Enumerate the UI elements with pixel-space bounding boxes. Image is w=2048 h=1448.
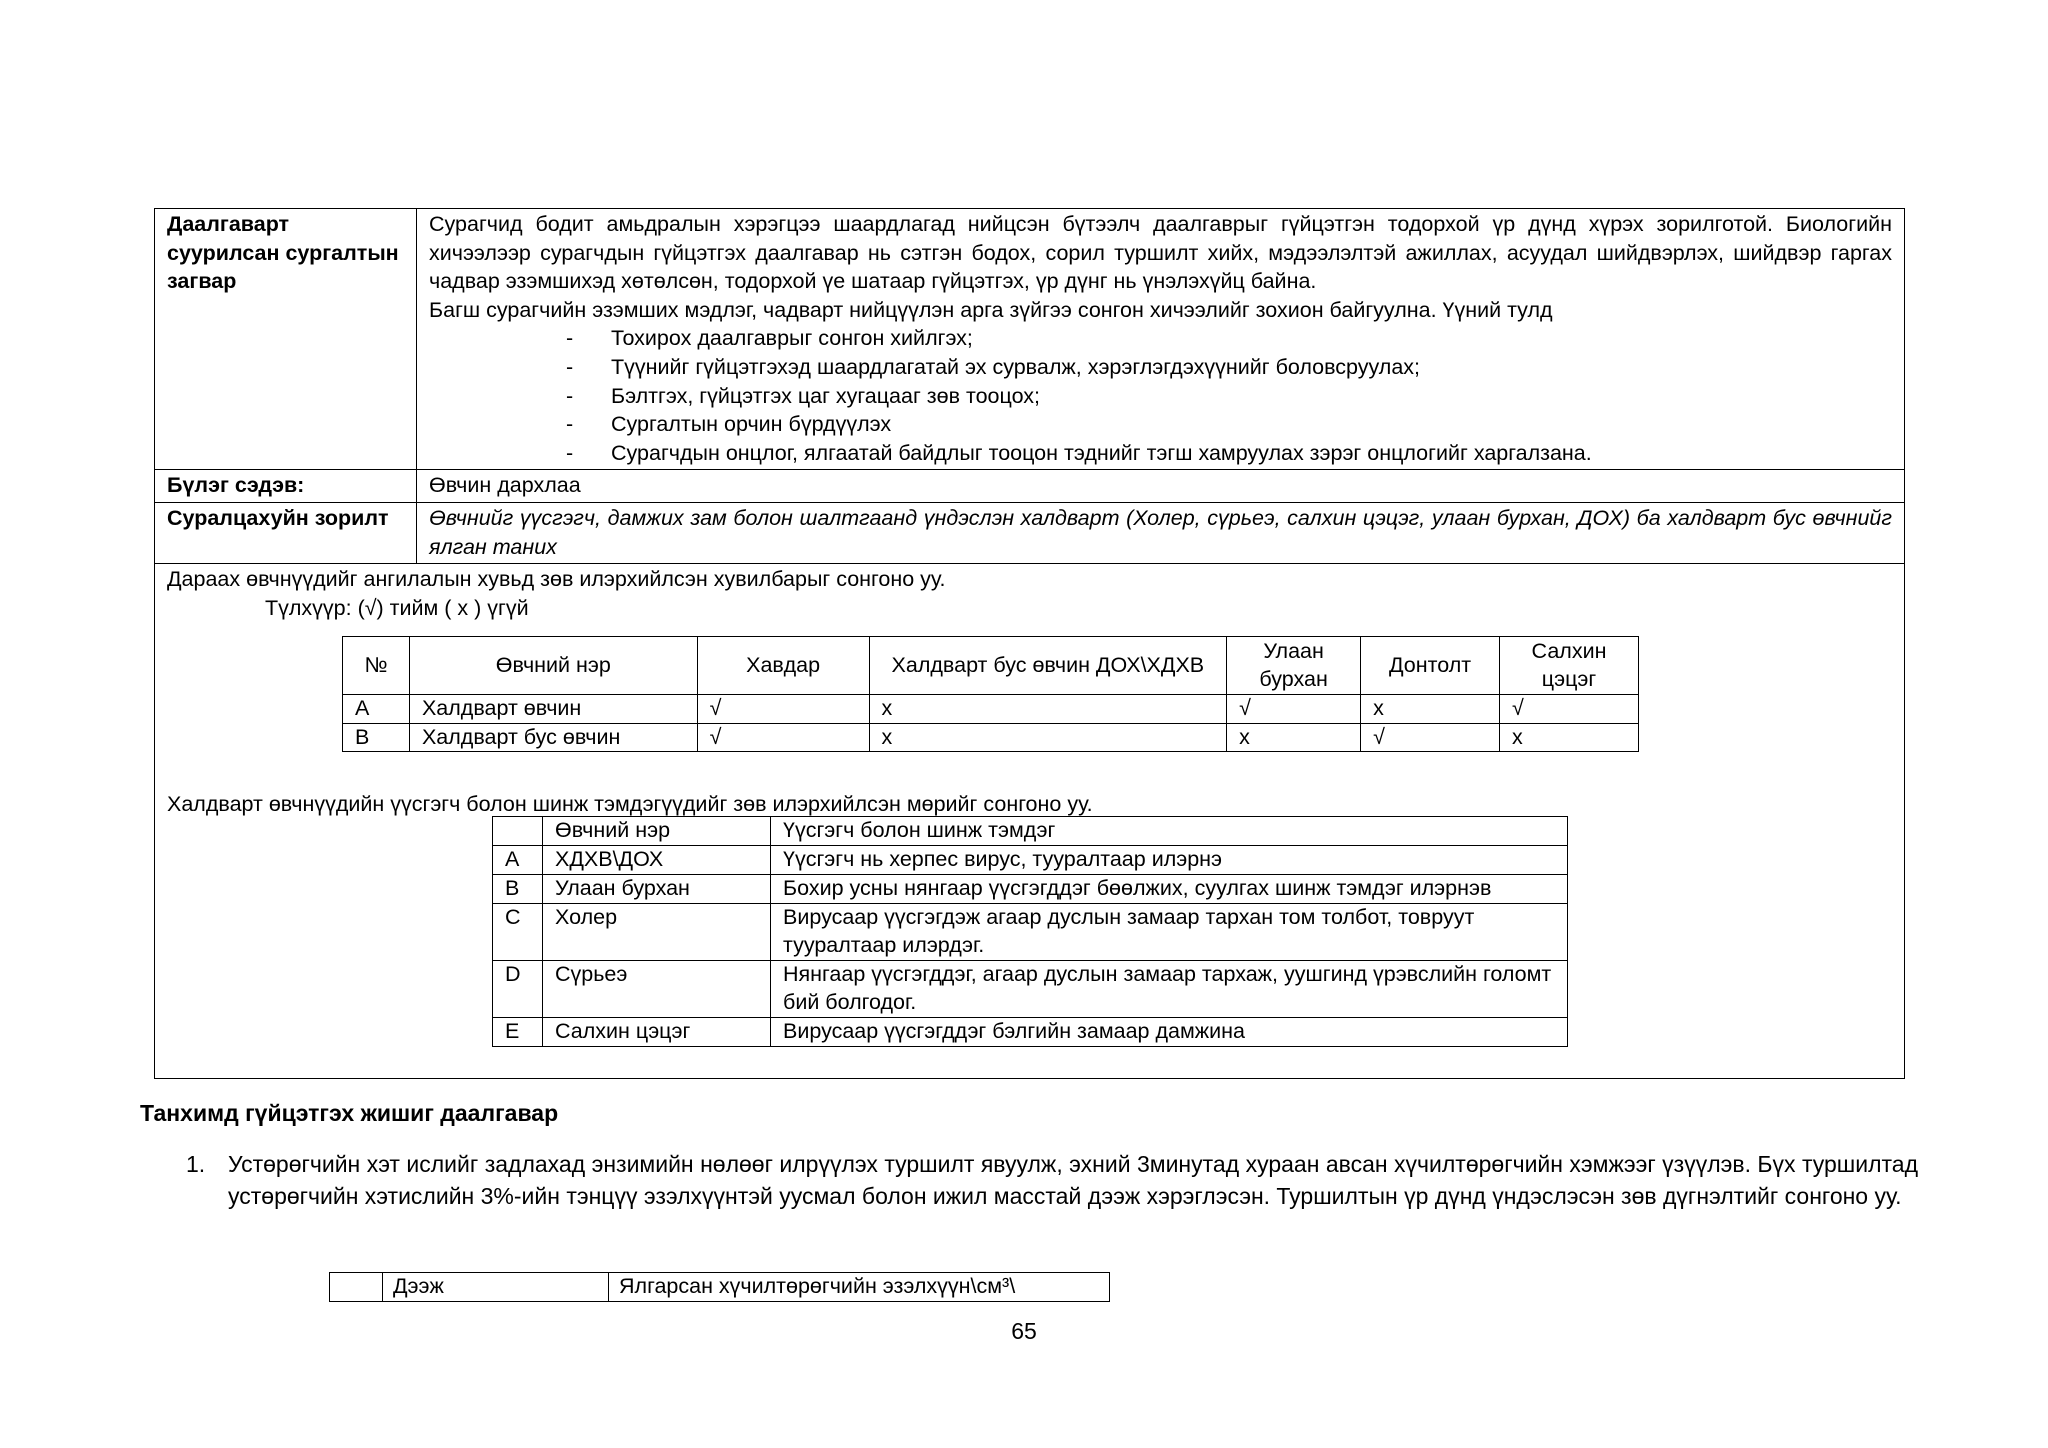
table-cell: √: [697, 695, 869, 724]
table-cell: Халдварт өвчин: [409, 695, 697, 724]
header-cell: Өвчний нэр: [543, 817, 771, 846]
table-row: [493, 846, 1568, 875]
header-cell: Улаан бурхан: [1227, 637, 1361, 695]
table-cell: D: [493, 960, 543, 1017]
header-cell: Халдварт бус өвчин ДОХ\ХДХВ: [869, 637, 1227, 695]
topic-row: [155, 470, 1905, 503]
table-cell: Салхин цэцэг: [543, 1017, 771, 1046]
question2-text: Халдварт өвчнүүдийн үүсгэгч болон шинж тэмдэгүүдийг зөв илэрхийлсэн мөрийг сонгоно уу.: [167, 792, 1093, 817]
table-header-row: [493, 817, 1568, 846]
table-cell: A: [493, 846, 543, 875]
table-cell: Халдварт бус өвчин: [409, 723, 697, 752]
table-cell: x: [1361, 695, 1500, 724]
table-cell: Үүсгэгч нь херпес вирус, тууралтаар илэрнэ: [771, 846, 1568, 875]
table-row: [493, 875, 1568, 904]
objective-label: Суралцахуйн зорилт: [155, 502, 417, 563]
table-cell: ХДХВ\ДОХ: [543, 846, 771, 875]
table-header-row: [343, 637, 1639, 695]
table-row: [493, 903, 1568, 960]
task-number: 1.: [186, 1151, 206, 1177]
list-item: - Сурагчдын онцлог, ялгаатай байдлыг тооцон тэднийг тэгш хамруулах зэрэг онцлогийг харгалзана.: [566, 439, 1892, 468]
table-cell: C: [493, 903, 543, 960]
table-cell: √: [1361, 723, 1500, 752]
list-item: - Сургалтын орчин бүрдүүлэх: [566, 410, 1892, 439]
table-cell: Холер: [543, 903, 771, 960]
topic-label: Бүлэг сэдэв:: [155, 470, 417, 503]
model-paragraph-2: Багш сурагчийн эзэмших мэдлэг, чадварт нийцүүлэн арга зүйгээ сонгон хичээлийг зохион байгуулна. Үүний тулд: [429, 297, 1553, 322]
section-title: Танхимд гүйцэтгэх жишиг даалгавар: [140, 1100, 559, 1126]
table-cell: Бохир усны нянгаар үүсгэгддэг бөөлжих, суулгах шинж тэмдэг илэрнэв: [771, 875, 1568, 904]
page-number: 65: [1011, 1318, 1037, 1344]
table-cell: A: [343, 695, 410, 724]
header-cell: Өвчний нэр: [409, 637, 697, 695]
table-cell: Вирусаар үүсгэгдэж агаар дуслын замаар тархан том толбот, товруут тууралтаар илэрдэг.: [771, 903, 1568, 960]
questions-row: [155, 564, 1905, 1079]
question1-text: Дараах өвчнүүдийг ангилалын хувьд зөв илэрхийлсэн хувилбарыг сонгоно уу.: [167, 567, 946, 592]
table-row: [493, 1017, 1568, 1046]
table-cell: Нянгаар үүсгэгддэг, агаар дуслын замаар тархаж, уушгинд үрэвслийн голомт бий болгодог.: [771, 960, 1568, 1017]
table-row: [493, 960, 1568, 1017]
header-cell: Үүсгэгч болон шинж тэмдэг: [771, 817, 1568, 846]
list-item: - Бэлтгэх, гүйцэтгэх цаг хугацааг зөв тооцох;: [566, 382, 1892, 411]
model-description: [417, 209, 1905, 470]
table-header-row: [330, 1273, 1110, 1302]
table-cell: √: [697, 723, 869, 752]
symptoms-table: [492, 816, 1568, 1047]
table-cell: Улаан бурхан: [543, 875, 771, 904]
header-cell: [330, 1273, 383, 1302]
topic-value: Өвчин дархлаа: [417, 470, 1905, 503]
model-row: [155, 209, 1905, 470]
answer-key: Түлхүүр: (√) тийм ( x ) үгүй: [265, 595, 529, 620]
list-item: - Түүнийг гүйцэтгэхэд шаардлагатай эх сурвалж, хэрэглэгдэхүүнийг боловсруулах;: [566, 353, 1892, 382]
table-cell: x: [1227, 723, 1361, 752]
task-text: Устөрөгчийн хэт ислийг задлахад энзимийн нөлөөг илрүүлэх туршилт явуулж, эхний 3минутад хураан авсан хүчилтөрөгчийн хэмжээг үзүүлэв. Бүх туршилтад устөрөгчийн хэтислийн 3%-ийн тэнцүү эзэлхүүнтэй уусмал болон ижил масстай дээж хэрэглэсэн. Туршилтын үр дүнд үндэслэсэн зөв дүгнэлтийг сонгоно уу.: [228, 1151, 1918, 1210]
classification-table: [342, 636, 1639, 752]
table-cell: B: [493, 875, 543, 904]
model-bullet-list: [566, 324, 1892, 467]
model-label: Даалгаварт суурилсан сургалтын загвар: [155, 209, 417, 470]
questions-cell: [155, 564, 1905, 1079]
table-cell: Вирусаар үүсгэгддэг бэлгийн замаар дамжина: [771, 1017, 1568, 1046]
table-cell: x: [1500, 723, 1639, 752]
list-item: - Тохирох даалгаврыг сонгон хийлгэх;: [566, 324, 1892, 353]
header-cell: Дээж: [383, 1273, 609, 1302]
task-list: [186, 1148, 1918, 1213]
table-cell: √: [1500, 695, 1639, 724]
lesson-plan-table: [154, 208, 1905, 1079]
table-cell: E: [493, 1017, 543, 1046]
objective-row: [155, 502, 1905, 563]
sample-table: [329, 1272, 1110, 1302]
header-cell: Хавдар: [697, 637, 869, 695]
header-cell: Донтолт: [1361, 637, 1500, 695]
table-row: [343, 723, 1639, 752]
table-cell: √: [1227, 695, 1361, 724]
header-cell: Ялгарсан хүчилтөрөгчийн эзэлхүүн\см³\: [609, 1273, 1110, 1302]
table-cell: x: [869, 695, 1227, 724]
objective-value: Өвчнийг үүсгэгч, дамжих зам болон шалтгаанд үндэслэн халдварт (Холер, сүрьеэ, салхин цэцэг, улаан бурхан, ДОХ) ба халдварт бус өвчнийг ялган таних: [417, 502, 1905, 563]
header-cell: [493, 817, 543, 846]
table-row: [343, 695, 1639, 724]
table-cell: B: [343, 723, 410, 752]
table-cell: Сүрьеэ: [543, 960, 771, 1017]
model-paragraph-1: Сурагчид бодит амьдралын хэрэгцээ шаардлагад нийцсэн бүтээлч даалгаврыг гүйцэтгэн тодорхой үр дүнд хүрэх зорилготой. Биологийн хичээлээр сурагчдын гүйцэтгэх даалгавар нь сэтгэн бодох, сорил туршилт хийх, мэдээлэлтэй ажиллах, асуудал шийдвэрлэх, шийдвэр гаргах чадвар эзэмшихэд хөтөлсөн, тодорхой үе шатаар гүйцэтгэх, үр дүнг нь үнэлэхүйц байна.: [429, 212, 1892, 294]
header-cell: №: [343, 637, 410, 695]
header-cell: Салхин цэцэг: [1500, 637, 1639, 695]
table-cell: x: [869, 723, 1227, 752]
